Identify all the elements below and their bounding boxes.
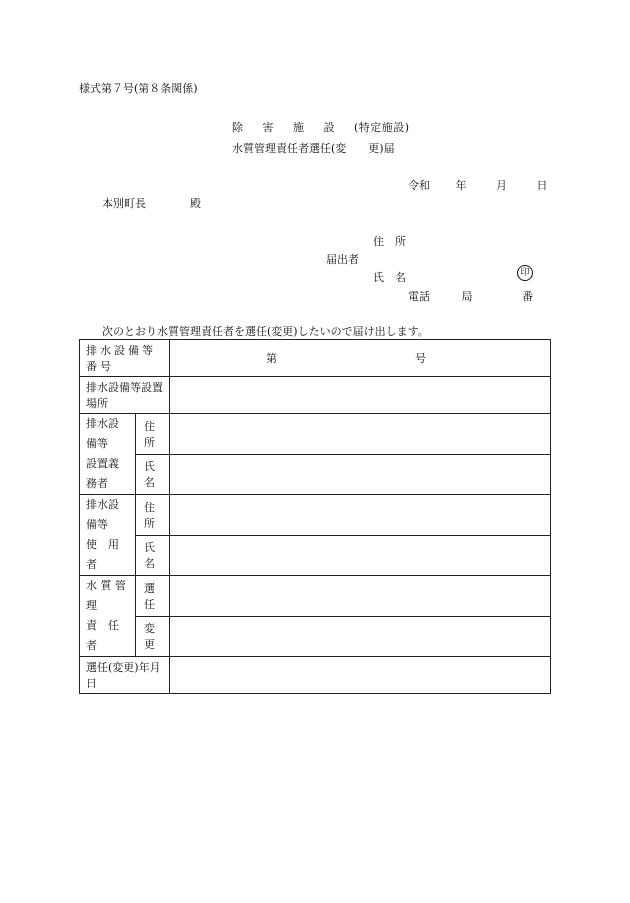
- title-word: 施: [293, 121, 305, 134]
- table-row: [80, 414, 551, 455]
- title-word: 除: [232, 121, 244, 134]
- obligor-label-line1: 排水設備等: [86, 417, 119, 450]
- title-line-2: 水質管理責任者選任(変 更)届: [232, 142, 395, 155]
- date-era: 令和: [408, 179, 430, 192]
- obligor-address-field[interactable]: [170, 414, 551, 455]
- user-label-line2: 使 用 者: [86, 538, 130, 571]
- installation-location-field[interactable]: [170, 377, 551, 414]
- name-label: 氏 名: [373, 271, 406, 284]
- table-row: [80, 535, 551, 576]
- manager-label-line1: 水 質 管 理: [86, 579, 126, 612]
- date-day: 日: [536, 179, 548, 192]
- title-line-1: [232, 119, 410, 135]
- obligor-name-field[interactable]: [170, 454, 551, 495]
- obligor-group-label: [80, 414, 136, 495]
- equipment-number-field[interactable]: [170, 340, 551, 377]
- date-line: [408, 177, 548, 193]
- addressee-honorific: 殿: [190, 197, 201, 210]
- installation-location-label: 排水設備等設置場所: [80, 377, 170, 414]
- obligor-name-label: 氏 名: [136, 454, 170, 495]
- manager-appoint-field[interactable]: [170, 576, 551, 617]
- address-label: 住 所: [373, 235, 406, 248]
- obligor-label-line2: 設置義務者: [86, 457, 119, 490]
- addressee-name: 本別町長: [102, 197, 146, 210]
- table-row: [80, 340, 551, 377]
- user-name-label: 氏 名: [136, 535, 170, 576]
- date-month: 月: [496, 179, 507, 192]
- user-address-label: 住 所: [136, 495, 170, 536]
- manager-change-label: 変 更: [136, 616, 170, 657]
- title-suffix: (特定施設): [354, 121, 410, 134]
- seal-mark: 印: [517, 265, 533, 281]
- manager-appoint-label: 選 任: [136, 576, 170, 617]
- manager-group-label: [80, 576, 136, 657]
- appointment-date-label: 選任(変更)年月日: [80, 657, 170, 694]
- tel-office: 局: [461, 290, 473, 303]
- number-suffix: 号: [415, 352, 426, 365]
- notification-table: [79, 339, 551, 694]
- title-word: 害: [262, 121, 274, 134]
- tel-number: 番: [522, 290, 533, 303]
- form-number: 様式第７号(第８条関係): [79, 82, 198, 95]
- table-row: [80, 495, 551, 536]
- user-name-field[interactable]: [170, 535, 551, 576]
- date-year: 年: [455, 179, 467, 192]
- table-row: [80, 377, 551, 414]
- number-prefix: 第: [266, 352, 277, 365]
- table-row: [80, 576, 551, 617]
- manager-change-field[interactable]: [170, 616, 551, 657]
- notifier-label: 届出者: [326, 253, 359, 266]
- appointment-date-field[interactable]: [170, 657, 551, 694]
- user-address-field[interactable]: [170, 495, 551, 536]
- user-label-line1: 排水設備等: [86, 498, 119, 531]
- title-word: 設: [323, 121, 335, 134]
- table-row: [80, 657, 551, 694]
- user-group-label: [80, 495, 136, 576]
- table-row: [80, 454, 551, 495]
- telephone-line: [408, 288, 533, 304]
- table-row: [80, 616, 551, 657]
- obligor-address-label: 住 所: [136, 414, 170, 455]
- equipment-number-label: 排水設備等番号: [80, 340, 170, 377]
- intro-text: 次のとおり水質管理責任者を選任(変更)したいので届け出します。: [102, 325, 429, 338]
- addressee: [102, 195, 201, 211]
- tel-label: 電話: [408, 290, 430, 303]
- manager-label-line2: 責 任 者: [86, 619, 130, 652]
